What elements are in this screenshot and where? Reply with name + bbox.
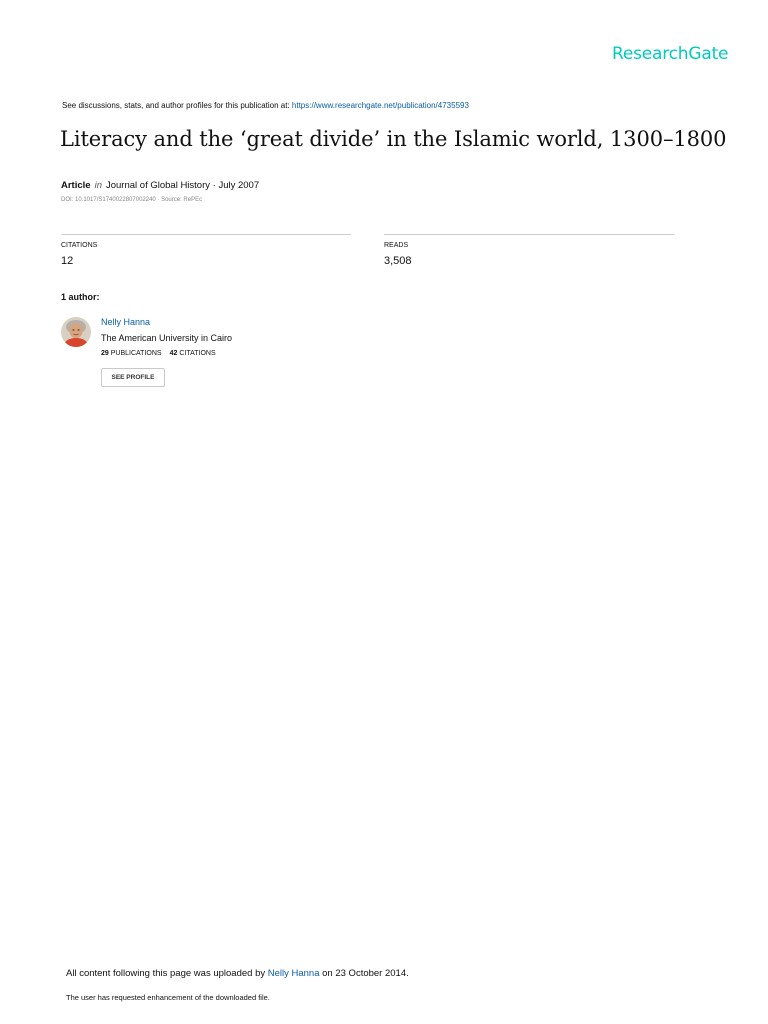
author-institution: The American University in Cairo xyxy=(101,333,233,343)
publication-type: Article xyxy=(61,180,91,191)
author-citations-count: 42 xyxy=(169,350,178,357)
author-publications-label: PUBLICATIONS xyxy=(110,350,162,357)
publication-title: Literacy and the ‘great divide’ in the Islamic world, 1300–1800 xyxy=(60,127,727,151)
author-citations-label: CITATIONS xyxy=(179,350,216,357)
author-publications-count: 29 xyxy=(101,350,109,357)
citations-value: 12 xyxy=(61,255,74,267)
author-stats xyxy=(101,350,224,357)
publication-journal-date: Journal of Global History · July 2007 xyxy=(105,180,260,191)
discussions-notice-text: See discussions, stats, and author profiles for this publication at: xyxy=(62,101,292,110)
footer-upload-prefix: All content following this page was uploaded by xyxy=(66,968,268,979)
reads-value: 3,508 xyxy=(384,255,412,267)
publication-url-link[interactable]: https://www.researchgate.net/publication/4735593 xyxy=(291,101,469,110)
publication-meta xyxy=(61,180,259,191)
citations-divider xyxy=(61,234,351,235)
discussions-notice xyxy=(62,101,469,110)
reads-divider xyxy=(384,234,675,235)
footer-uploader-link[interactable]: Nelly Hanna xyxy=(267,968,320,979)
publication-in-word: in xyxy=(94,180,102,191)
avatar-photo-icon xyxy=(61,317,91,347)
footer-upload-notice xyxy=(66,968,409,979)
publication-doi-source: DOI: 10.1017/S1740022807002240 · Source: RePEc xyxy=(61,197,203,203)
citations-label: CITATIONS xyxy=(61,242,98,249)
author-avatar[interactable] xyxy=(61,317,91,347)
author-name-link[interactable]: Nelly Hanna xyxy=(101,317,151,327)
authors-heading: 1 author: xyxy=(61,292,100,302)
footer-upload-suffix: on 23 October 2014. xyxy=(319,968,409,979)
footer-enhancement-note: The user has requested enhancement of the downloaded file. xyxy=(66,993,270,1002)
see-profile-button[interactable]: SEE PROFILE xyxy=(101,368,165,387)
reads-label: READS xyxy=(384,242,409,249)
researchgate-logo[interactable]: ResearchGate xyxy=(612,44,729,64)
